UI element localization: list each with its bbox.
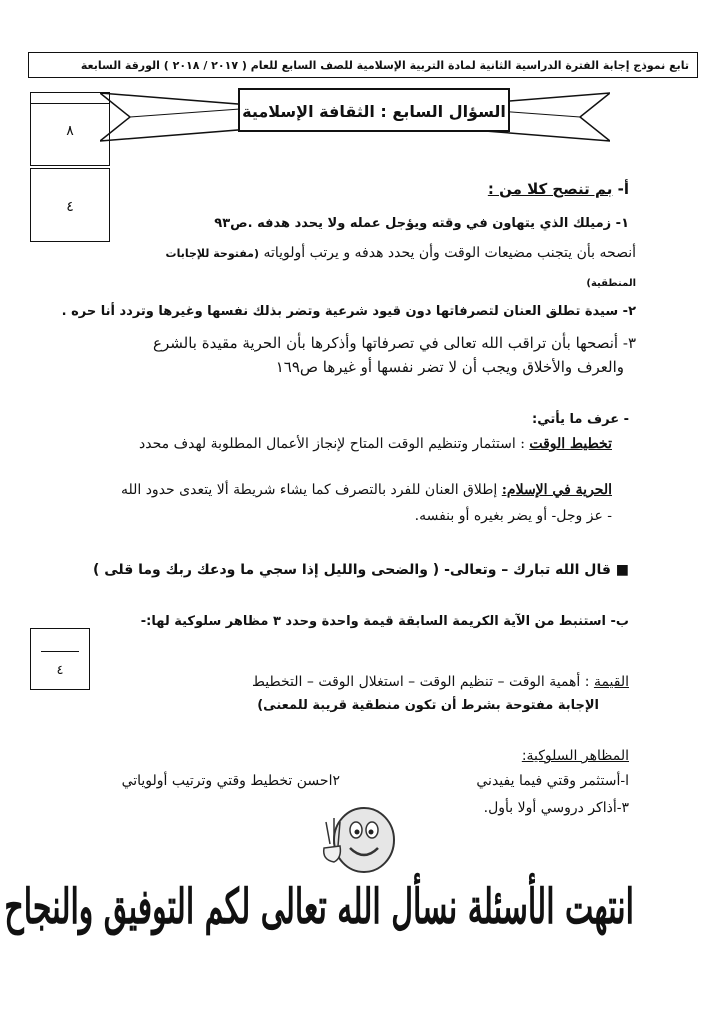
closing-text: انتهت الأسئلة نسأل الله تعالى لكم التوفيق والنجاح xyxy=(4,880,634,936)
header-text: تابع نموذج إجابة الفترة الدراسية الثانية لمادة التربية الإسلامية للصف السابع للعام ( ٢٠١٧ / ٢٠١٨ ) الورقة السابعة xyxy=(80,59,689,72)
score-divider xyxy=(41,651,79,652)
definition-2-text: إطلاق العنان للفرد بالتصرف كما يشاء شريطة ألا يتعدى حدود الله xyxy=(120,482,502,498)
definition-1 xyxy=(139,436,612,452)
behavior-3: ٣-أذاكر دروسي أولا بأول. xyxy=(483,800,629,816)
section-title xyxy=(238,88,510,132)
define-heading: - عرف ما يأتي: xyxy=(532,412,629,427)
part-a-heading-text: بم تنصح كلا من : xyxy=(487,180,613,198)
score-box-part-b xyxy=(30,628,90,690)
answer-1-line-1 xyxy=(166,245,636,261)
section-title-text: السؤال السابع : الثقافة الإسلامية xyxy=(242,102,506,121)
part-a-heading xyxy=(488,180,629,198)
value-line xyxy=(252,674,629,690)
score-divider xyxy=(31,103,109,104)
smiley-icon xyxy=(312,796,400,884)
behavior-2: ٢احسن تخطيط وقتي وترتيب أولوياتي xyxy=(121,773,340,789)
answer-1-note: (مفتوحة للإجابات xyxy=(165,247,259,260)
answer-2-line-1: ٣- أنصحها بأن تراقب الله تعالى في تصرفاتها وأذكرها بأن الحرية مقيدة بالشرع xyxy=(153,334,636,352)
score-part-b-value: ٤ xyxy=(56,663,64,678)
definition-1-text: : استثمار وتنظيم الوقت المتاح لإنجاز الأعمال المطلوبة لهدف محدد xyxy=(139,436,530,452)
answer-2-line-2: والعرف والأخلاق ويجب أن لا تضر نفسها أو غيرها ص١٦٩ xyxy=(275,358,624,376)
definition-2-line-2: - عز وجل- أو يضر بغيره أو بنفسه. xyxy=(414,508,612,524)
value-label: القيمة xyxy=(593,674,629,690)
verse-text: قال الله تبارك – وتعالى- ( والضحى والليل إذا سجي ما ودعك ربك وما قلى ) xyxy=(92,562,611,578)
value-text: : أهمية الوقت – تنظيم الوقت – استغلال الوقت – التخطيط xyxy=(252,674,594,690)
answer-1-text: أنصحه بأن يتجنب مضيعات الوقت وأن يحدد هدفه و يرتب أولوياته xyxy=(263,245,636,261)
answer-1-note-2: المنطقية) xyxy=(586,278,636,289)
definition-2 xyxy=(121,482,612,498)
part-a-letter: أ- xyxy=(617,180,629,198)
score-box-total xyxy=(30,92,110,166)
verse-line xyxy=(93,562,629,578)
part-b-heading: ب- استنبط من الآية الكريمة السابقة قيمة واحدة وحدد ٣ مظاهر سلوكية لها:- xyxy=(140,614,629,629)
question-1: ١- زميلك الذي يتهاون في وقته ويؤجل عمله ولا يحدد هدفه .ص٩٣ xyxy=(214,216,629,231)
bullet-icon: ■ xyxy=(615,562,629,578)
header-box xyxy=(28,52,698,78)
score-box-part-a xyxy=(30,168,110,242)
question-2: ٢- سيدة تطلق العنان لتصرفاتها دون قيود شرعية وتضر بذلك نفسها وغيرها وتردد أنا حره . xyxy=(61,304,636,319)
behaviors-label: المظاهر السلوكية: xyxy=(521,748,629,764)
score-part-a-value: ٤ xyxy=(66,199,74,215)
term-1: تخطيط الوقت xyxy=(529,436,612,452)
value-note: الإجابة مفتوحة بشرط أن تكون منطقية قريبة للمعنى) xyxy=(257,698,599,713)
score-total-value: ٨ xyxy=(66,123,74,139)
term-2: الحرية في الإسلام: xyxy=(501,482,612,498)
behavior-1: ا-أستثمر وقتي فيما يفيدني xyxy=(476,773,629,789)
